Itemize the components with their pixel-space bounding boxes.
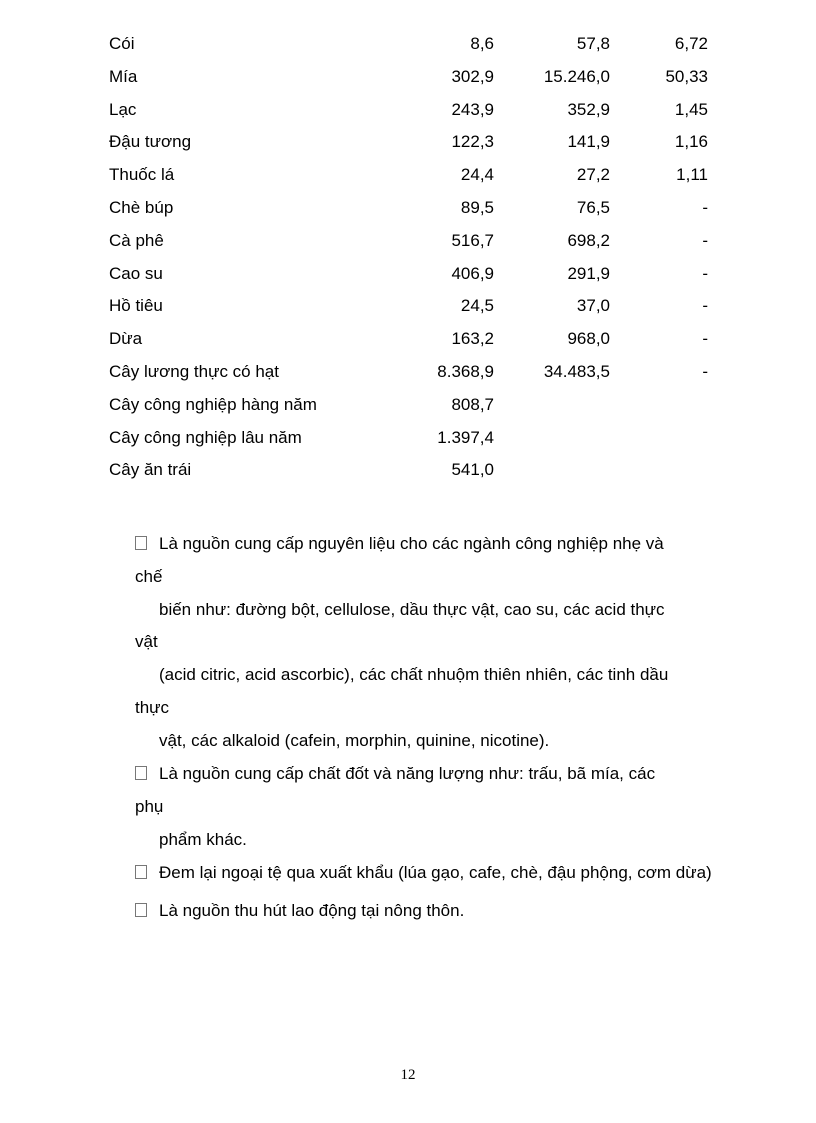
bullet-line: vật xyxy=(135,632,158,652)
value-col-3: 1,11 xyxy=(676,165,708,185)
value-col-1: 122,3 xyxy=(451,132,494,152)
value-col-2: 698,2 xyxy=(567,230,610,250)
value-col-2: 291,9 xyxy=(567,263,610,283)
table-row xyxy=(109,192,729,225)
bullet-raw-materials xyxy=(135,528,668,758)
value-col-3: 1,16 xyxy=(674,132,708,152)
table-row xyxy=(109,422,729,455)
value-col-1: 516,7 xyxy=(451,230,494,250)
bullet-line: thực xyxy=(135,697,170,717)
crop-name: Mía xyxy=(109,66,138,86)
bullet-line xyxy=(135,528,668,561)
table-row xyxy=(109,356,729,389)
value-col-3: - xyxy=(702,329,708,349)
page-number: 12 xyxy=(400,1067,416,1083)
value-col-1: 89,5 xyxy=(460,197,494,217)
bullet-line: phụ xyxy=(135,796,164,816)
table-row xyxy=(109,389,729,422)
value-col-3: - xyxy=(702,361,708,381)
bullet-export xyxy=(135,857,712,890)
crop-name: Cây công nghiệp lâu năm xyxy=(109,427,302,447)
table-row xyxy=(109,225,729,258)
value-col-2: 27,2 xyxy=(576,165,610,185)
bullet-text: Là nguồn cung cấp nguyên liệu cho các ngành công nghiệp nhẹ và xyxy=(159,534,664,553)
value-col-1: 24,4 xyxy=(460,165,494,185)
value-col-1: 24,5 xyxy=(460,296,494,316)
bullet-line xyxy=(135,758,655,791)
value-col-3: - xyxy=(702,230,708,250)
crop-name: Cao su xyxy=(109,263,163,283)
value-col-2: 76,5 xyxy=(576,197,610,217)
checkbox-bullet-icon xyxy=(135,903,147,917)
value-col-3: 1,45 xyxy=(674,99,708,119)
bullet-line: vật, các alkaloid (cafein, morphin, quinine, nicotine). xyxy=(159,730,550,750)
bullet-text: Là nguồn thu hút lao động tại nông thôn. xyxy=(159,901,465,920)
value-col-3: 6,72 xyxy=(674,34,708,53)
crop-table xyxy=(109,28,729,487)
crop-name: Dừa xyxy=(109,329,143,349)
bullet-line: chế xyxy=(135,566,163,586)
value-col-3: - xyxy=(702,296,708,316)
value-col-2: 15.246,0 xyxy=(543,66,610,86)
crop-name: Hồ tiêu xyxy=(109,296,163,316)
bullet-line xyxy=(135,895,464,928)
value-col-2: 141,9 xyxy=(567,132,610,152)
value-col-1: 163,2 xyxy=(451,329,494,349)
crop-name: Cây ăn trái xyxy=(109,460,192,480)
value-col-1: 541,0 xyxy=(451,460,494,480)
bullet-line xyxy=(135,857,712,890)
value-col-3: - xyxy=(702,197,708,217)
crop-name: Chè búp xyxy=(109,197,174,217)
value-col-2: 37,0 xyxy=(576,296,610,316)
crop-name: Cà phê xyxy=(109,230,164,250)
table-row xyxy=(109,290,729,323)
value-col-2: 34.483,5 xyxy=(543,361,610,381)
crop-name: Cây lương thực có hạt xyxy=(109,361,279,381)
table-row xyxy=(109,61,729,94)
bullet-line: biến như: đường bột, cellulose, dầu thực vật, cao su, các acid thực xyxy=(159,599,665,619)
value-col-1: 808,7 xyxy=(451,394,494,414)
value-col-2: 968,0 xyxy=(567,329,610,349)
table-row xyxy=(109,454,729,487)
crop-name: Cây công nghiệp hàng năm xyxy=(109,394,317,414)
bullet-line: phẩm khác. xyxy=(159,829,247,849)
checkbox-bullet-icon xyxy=(135,865,147,879)
bullet-text: Đem lại ngoại tệ qua xuất khẩu (lúa gạo, cafe, chè, đậu phộng, cơm dừa) xyxy=(159,863,712,882)
value-col-3: - xyxy=(702,263,708,283)
value-col-1: 8,6 xyxy=(470,34,494,53)
value-col-2: 352,9 xyxy=(567,99,610,119)
bullet-text: Là nguồn cung cấp chất đốt và năng lượng như: trấu, bã mía, các xyxy=(159,764,656,783)
crop-name: Cói xyxy=(109,34,135,53)
value-col-2: 57,8 xyxy=(576,34,610,53)
crop-name: Thuốc lá xyxy=(109,165,175,185)
value-col-1: 1.397,4 xyxy=(437,427,494,447)
table-row xyxy=(109,323,729,356)
value-col-1: 243,9 xyxy=(451,99,494,119)
value-col-3: 50,33 xyxy=(665,66,708,86)
table-row xyxy=(109,159,729,192)
checkbox-bullet-icon xyxy=(135,536,147,550)
table-row xyxy=(109,94,729,127)
table-row xyxy=(109,28,729,61)
checkbox-bullet-icon xyxy=(135,766,147,780)
value-col-1: 406,9 xyxy=(451,263,494,283)
table-row xyxy=(109,126,729,159)
bullet-fuel-energy xyxy=(135,758,655,856)
value-col-1: 8.368,9 xyxy=(437,361,494,381)
value-col-1: 302,9 xyxy=(451,66,494,86)
table-row xyxy=(109,258,729,291)
crop-name: Đậu tương xyxy=(109,132,192,152)
crop-name: Lạc xyxy=(109,99,137,119)
bullet-labor xyxy=(135,895,464,928)
bullet-line: (acid citric, acid ascorbic), các chất nhuộm thiên nhiên, các tinh dầu xyxy=(159,665,669,685)
